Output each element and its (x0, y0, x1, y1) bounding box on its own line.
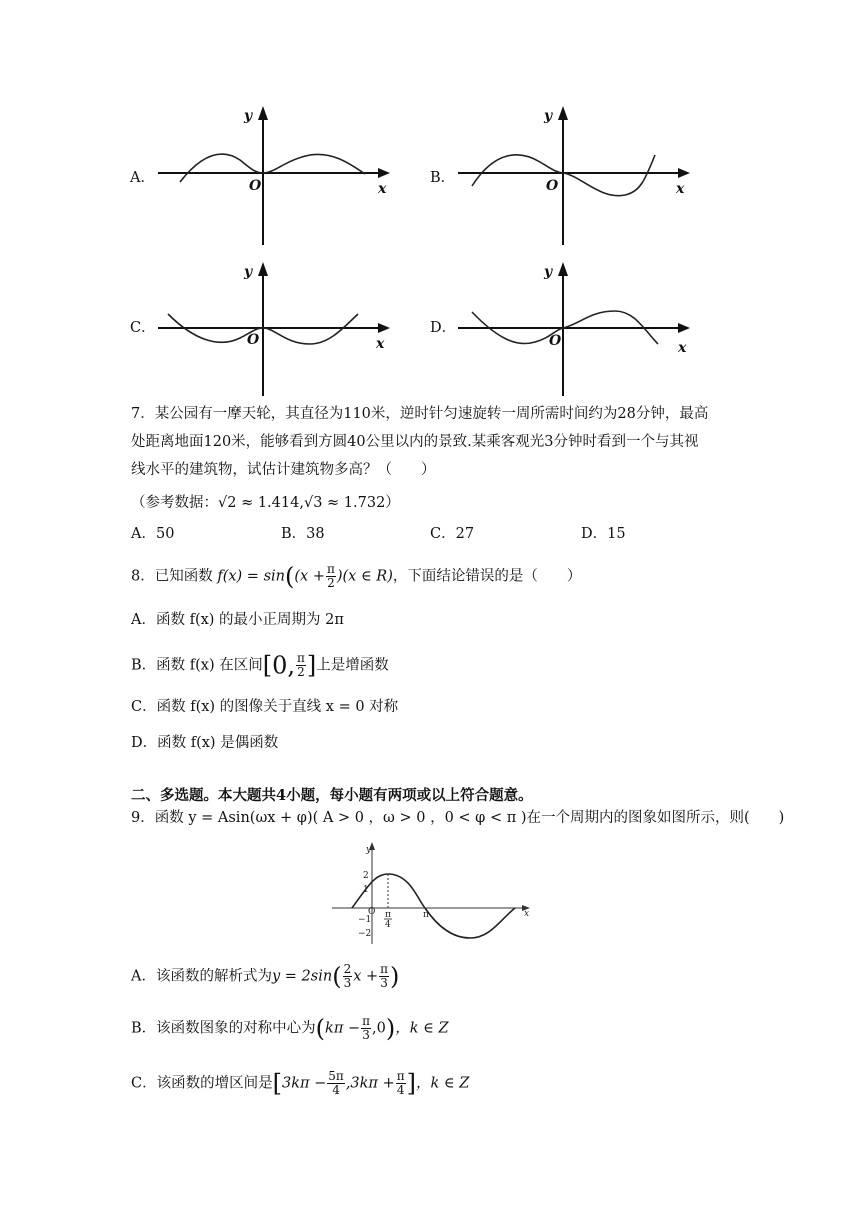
q9-optb-post: ，k ∈ Z (395, 1020, 449, 1037)
q9-graph-tick-m2: −2 (358, 929, 372, 939)
q9-optb-prefix: B．该函数图象的对称中心为 (131, 1020, 316, 1037)
q8-optb-close: ] (306, 651, 317, 680)
q9-opta-expr: y = 2sin (271, 968, 333, 985)
graph-b-y-label: y (544, 108, 553, 124)
q9-optc-frac-b: $\frac{\pi}{4}$ (396, 1069, 405, 1097)
q7-ref-prefix: （参考数据： (131, 495, 218, 511)
q8-option-a: A．函数 f(x) 的最小正周期为 2π (131, 612, 344, 628)
q8-prefix: 8．已知函数 (131, 568, 213, 585)
q7-option-d: D．15 (581, 526, 626, 542)
q8-optb-prefix: B．函数 f(x) 在区间 (131, 657, 263, 674)
q7-reference (131, 493, 400, 513)
q9-graph-tick-1: 1 (363, 885, 369, 895)
q9-optb-frac: $\frac{\pi}{3}$ (362, 1014, 370, 1042)
q7-line-3: 线水平的建筑物，试估计建筑物多高？（ ） (131, 462, 436, 478)
graph-a-x-label: x (378, 181, 387, 197)
q9-graph-tick-2: 2 (363, 871, 369, 881)
q9-opta-prefix: A．该函数的解析式为 (131, 968, 272, 985)
q9-opta-mid: x + (353, 968, 379, 985)
q8-option-b (131, 652, 389, 679)
q8-func: f(x) = sin (217, 568, 285, 585)
q9-graph-pi-d: 4 (385, 920, 391, 930)
graph-option-a (150, 100, 400, 245)
q8-paren-open: (x + (294, 568, 325, 585)
graph-d-y-label: y (544, 264, 553, 280)
q8-domain: )(x ∈ R) (336, 568, 393, 585)
graph-b-origin: O (546, 178, 559, 194)
graph-a-origin: O (249, 178, 262, 194)
graph-option-c (150, 256, 400, 396)
q8-fraction: $\frac{\pi}{2}$ (326, 562, 335, 590)
graph-c-origin: O (247, 332, 260, 348)
q8-optb-post: 上是增函数 (316, 657, 389, 674)
q9-optb-expr: kπ − (325, 1020, 361, 1037)
q7-option-a: A．50 (131, 526, 175, 542)
q9-optc-post: ，k ∈ Z (416, 1075, 470, 1092)
q9-option-b: B．该函数图象的对称中心为(kπ − $\frac{\pi}{3}$ ,0)，k ∈ Z (131, 1014, 449, 1043)
graph-c-y-label: y (244, 264, 253, 280)
option-a-label: A． (130, 170, 155, 186)
q9-graph-pi: π (423, 910, 429, 920)
graph-option-b (450, 100, 700, 245)
q8-option-d: D．函数 f(x) 是偶函数 (131, 735, 279, 751)
q7-option-c: C．27 (430, 526, 475, 542)
graph-a-y-label: y (244, 108, 253, 124)
graph-option-d (450, 256, 700, 396)
q7-ref-suffix: ） (385, 495, 400, 511)
q8-optb-interval: [0, (262, 651, 295, 680)
graph-b-x-label: x (676, 181, 685, 197)
q7-line-1: 7．某公园有一摩天轮，其直径为110米，逆时针匀速旋转一周所需时间约为28分钟，最高 (131, 406, 709, 422)
q9-graph-y-label: y (366, 845, 372, 855)
graph-d-origin: O (549, 333, 562, 349)
q9-optc-prefix: C．该函数的增区间是 (131, 1075, 273, 1092)
q9-graph-x-label: x (524, 909, 530, 919)
q9-option-c: C．该函数的增区间是[3kπ − $\frac{5\pi}{4}$ ,3kπ + $\frac{\pi}{4}$ ]，k ∈ Z (131, 1069, 470, 1098)
section-2-heading: 二、多选题。本大题共4小题，每小题有两项或以上符合题意。 (131, 787, 533, 804)
q9-opta-frac-a: $\frac{2}{3}$ (343, 962, 352, 990)
q9-graph-origin: O (368, 907, 376, 917)
option-c-label: C． (130, 320, 156, 336)
option-b-label: B． (430, 170, 456, 186)
q9-graph-pi-n: π (385, 910, 391, 920)
q9-option-a: A．该函数的解析式为y = 2sin( $\frac{2}{3}$ x + $\frac{\pi}{3}$ ) (131, 962, 400, 991)
q8-option-c: C．函数 f(x) 的图像关于直线 x = 0 对称 (131, 699, 399, 715)
q9-optc-b: ,3kπ + (345, 1075, 395, 1092)
q9-optc-frac-a: $\frac{5\pi}{4}$ (328, 1069, 344, 1097)
graph-c-x-label: x (376, 336, 385, 352)
q9-graph-tick-m1: −1 (358, 915, 372, 925)
q8-optb-fraction: $\frac{\pi}{2}$ (297, 651, 305, 679)
option-d-label: D． (430, 320, 457, 336)
q7-line-2: 处距离地面120米，能够看到方圆40公里以内的景致.某乘客观光3分钟时看到一个与其视 (131, 434, 699, 450)
q9-graph (330, 840, 540, 945)
q7-option-b: B．38 (281, 526, 325, 542)
q9-optb-tail: ,0 (372, 1020, 386, 1037)
q9-stem: 9．函数 y = Asin(ωx + φ)( A > 0 ，ω > 0 ，0 < φ < π )在一个周期内的图象如图所示，则( ) (131, 810, 785, 826)
q7-ref-body: √2 ≈ 1.414,√3 ≈ 1.732 (218, 495, 386, 511)
q9-optc-a: 3kπ − (281, 1075, 327, 1092)
graph-d-x-label: x (678, 340, 687, 356)
q9-opta-frac-b: $\frac{\pi}{3}$ (380, 962, 389, 990)
q8-stem: 8．已知函数 f(x) = sin((x + $\frac{\pi}{2}$ )(x ∈ R)，下面结论错误的是（ ） (131, 562, 582, 591)
q8-suffix: ，下面结论错误的是（ ） (392, 568, 582, 585)
